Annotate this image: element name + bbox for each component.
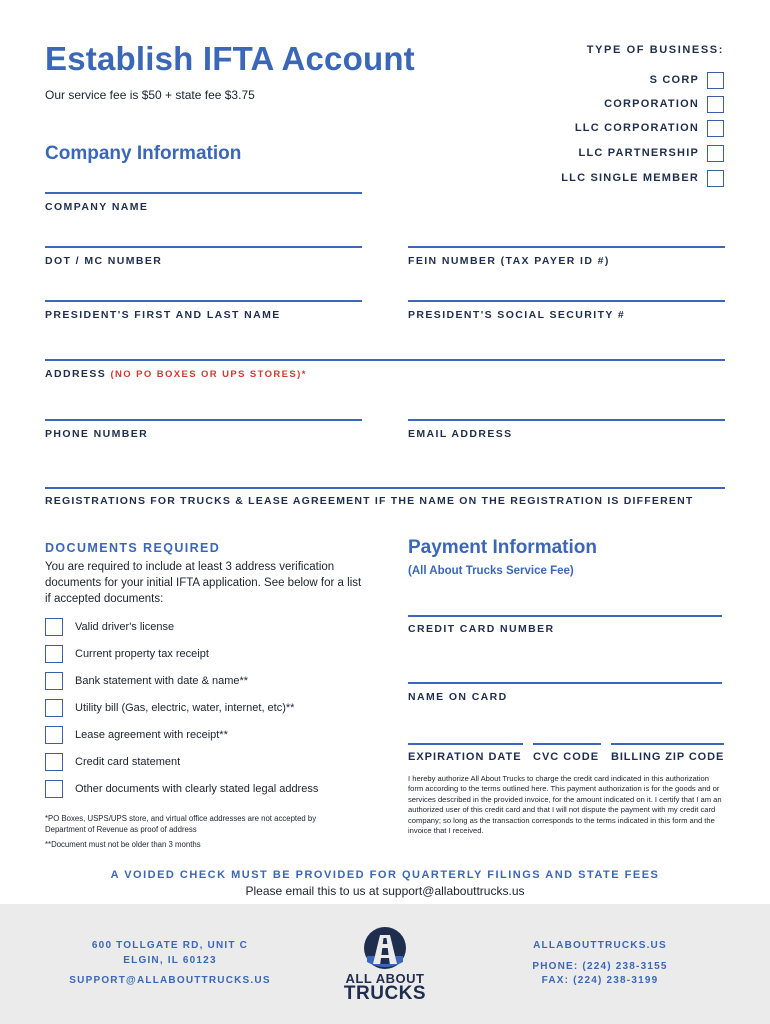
- business-type-label: LLC CORPORATION: [574, 122, 699, 134]
- document-checkbox[interactable]: [45, 645, 63, 663]
- voided-check-notice: A VOIDED CHECK MUST BE PROVIDED FOR QUARTERLY FILINGS AND STATE FEES: [110, 869, 660, 881]
- business-type-option-llc-single-member: [561, 169, 724, 187]
- payment-subtitle: (All About Trucks Service Fee): [408, 565, 574, 577]
- document-label: Credit card statement: [75, 756, 181, 768]
- zip-input-line[interactable]: [611, 743, 724, 745]
- corporation-checkbox[interactable]: [707, 96, 724, 113]
- card-number-label: CREDIT CARD NUMBER: [408, 623, 555, 635]
- llc-partnership-checkbox[interactable]: [707, 145, 724, 162]
- footer-address-line2: ELGIN, IL 60123: [123, 955, 217, 966]
- documents-heading: DOCUMENTS REQUIRED: [45, 541, 221, 555]
- document-item: [45, 752, 180, 772]
- document-label: Utility bill (Gas, electric, water, internet, etc)**: [75, 702, 295, 714]
- fein-input-line[interactable]: [408, 246, 725, 248]
- email-input-line[interactable]: [408, 419, 725, 421]
- document-checkbox[interactable]: [45, 753, 63, 771]
- logo-text-line2: TRUCKS: [343, 983, 427, 1004]
- company-section-title: Company Information: [45, 143, 242, 164]
- president-ssn-input-line[interactable]: [408, 300, 725, 302]
- address-warning: (NO PO BOXES OR UPS STORES)*: [110, 369, 307, 380]
- company-name-input-line[interactable]: [45, 192, 362, 194]
- business-type-label: LLC PARTNERSHIP: [578, 147, 699, 159]
- business-type-label: CORPORATION: [604, 98, 699, 110]
- phone-label: PHONE NUMBER: [45, 428, 149, 440]
- footer-fax: FAX: (224) 238-3199: [541, 975, 659, 986]
- document-checkbox[interactable]: [45, 672, 63, 690]
- phone-input-line[interactable]: [45, 419, 362, 421]
- registrations-label: REGISTRATIONS FOR TRUCKS & LEASE AGREEMENT IF THE NAME ON THE REGISTRATION IS DIFFERENT: [45, 495, 694, 507]
- footer: [0, 904, 770, 1024]
- name-on-card-input-line[interactable]: [408, 682, 722, 684]
- document-checkbox[interactable]: [45, 726, 63, 744]
- document-item: [45, 617, 174, 637]
- email-label: EMAIL ADDRESS: [408, 428, 513, 440]
- page-title: Establish IFTA Account: [45, 40, 415, 77]
- document-checkbox[interactable]: [45, 780, 63, 798]
- cvc-label: CVC CODE: [533, 751, 600, 763]
- business-type-option-s-corp: [650, 71, 724, 89]
- payment-section-title: Payment Information: [408, 537, 597, 558]
- dot-mc-input-line[interactable]: [45, 246, 362, 248]
- address-label-text: ADDRESS: [45, 368, 107, 380]
- footer-support-email[interactable]: SUPPORT@ALLABOUTTRUCKS.US: [69, 975, 271, 986]
- footer-website[interactable]: ALLABOUTTRUCKS.US: [533, 940, 667, 951]
- fee-note: Our service fee is $50 + state fee $3.75: [45, 88, 255, 102]
- document-label: Valid driver's license: [75, 621, 175, 633]
- business-type-option-corporation: [604, 95, 724, 113]
- fein-label: FEIN NUMBER (TAX PAYER ID #): [408, 255, 610, 267]
- president-name-input-line[interactable]: [45, 300, 362, 302]
- document-item: [45, 698, 294, 718]
- po-box-note: *PO Boxes, USPS/UPS store, and virtual office addresses are not accepted by Department of Revenue as proof of address: [45, 814, 317, 834]
- document-checkbox[interactable]: [45, 699, 63, 717]
- president-ssn-label: PRESIDENT'S SOCIAL SECURITY #: [408, 309, 626, 321]
- address-input-line[interactable]: [45, 359, 725, 361]
- llc-single-member-checkbox[interactable]: [707, 170, 724, 187]
- documents-intro: You are required to include at least 3 address verification documents for your initial IFTA application. See below for a list if accepted documents:: [45, 561, 362, 605]
- email-instruction: Please email this to us at support@allabouttrucks.us: [245, 884, 525, 898]
- business-type-option-llc-corporation: [575, 119, 724, 137]
- document-label: Current property tax receipt: [75, 648, 209, 660]
- document-label: Other documents with clearly stated legal address: [75, 783, 319, 795]
- cvc-input-line[interactable]: [533, 743, 601, 745]
- expiration-label: EXPIRATION DATE: [408, 751, 522, 763]
- business-type-label: S CORP: [649, 74, 699, 86]
- registrations-input-line[interactable]: [45, 487, 725, 489]
- footer-phone: PHONE: (224) 238-3155: [532, 961, 668, 972]
- document-checkbox[interactable]: [45, 618, 63, 636]
- logo-text-line1: ALL ABOUT: [345, 971, 425, 986]
- zip-label: BILLING ZIP CODE: [611, 751, 725, 763]
- document-item: [45, 671, 248, 691]
- expiration-input-line[interactable]: [408, 743, 523, 745]
- footer-address-line1: 600 TOLLGATE RD, UNIT C: [91, 940, 249, 951]
- president-name-label: PRESIDENT'S FIRST AND LAST NAME: [45, 309, 281, 321]
- business-type-label: LLC SINGLE MEMBER: [561, 172, 699, 184]
- payment-authorization-text: I hereby authorize All About Trucks to charge the credit card indicated in this authorization form according to the terms outlined here. This payment authorization is for the goods and or services described in the provided invoice, for the amount indicated on it. I certify that I am an authorized user of this credit card and that I will not dispute the payment with my credit card company; so long as the transaction corresponds to the terms indicated in this form and the invoice that I received.: [408, 774, 722, 836]
- company-name-label: COMPANY NAME: [45, 201, 149, 213]
- document-item: [45, 725, 228, 745]
- document-age-note: **Document must not be older than 3 months: [45, 840, 201, 849]
- business-type-heading: TYPE OF BUSINESS:: [586, 44, 724, 56]
- card-number-input-line[interactable]: [408, 615, 722, 617]
- document-label: Lease agreement with receipt**: [75, 729, 228, 741]
- s-corp-checkbox[interactable]: [707, 72, 724, 89]
- document-item: [45, 644, 209, 664]
- road-logo-icon: [363, 926, 407, 970]
- name-on-card-label: NAME ON CARD: [408, 691, 508, 703]
- document-label: Bank statement with date & name**: [75, 675, 249, 687]
- dot-mc-label: DOT / MC NUMBER: [45, 255, 163, 267]
- business-type-option-llc-partnership: [579, 144, 724, 162]
- llc-corporation-checkbox[interactable]: [707, 120, 724, 137]
- address-label: [45, 368, 307, 380]
- document-item: [45, 779, 318, 799]
